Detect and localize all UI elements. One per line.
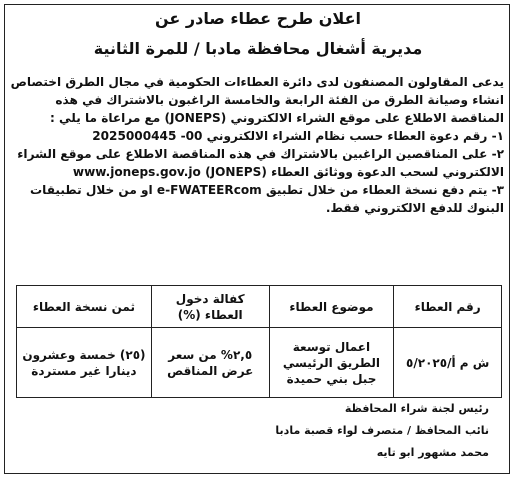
intro-paragraph: يدعى المقاولون المصنفون لدى دائرة العطاءات الحكومية في مجال الطرق اختصاص انشاء وصيانة الطرق من الفئة الرابعة والخامسة الراغبون بالاشتراك في هذه المناقصة الاطلاع على موقع الشراء الالكتروني (JONEPS) مع مراعاة ما يلي : (10, 75, 504, 125)
announcement-title: اعلان طرح عطاء صادر عن (155, 9, 361, 28)
cell-copy-price: (٢٥) خمسة وعشرون دينارا غير مستردة (17, 328, 152, 398)
tender-table (16, 285, 502, 398)
item-website-instructions: ٢- على المناقصين الراغبين بالاشتراك في هذه المناقصة الاطلاع على موقع الشراء الالكتروني لسحب الدعوة ووثائق العطاء www.joneps.gov.jo (JONEPS) (17, 147, 504, 179)
table-header-row (17, 286, 502, 328)
header-tender-number: رقم العطاء (394, 286, 502, 328)
header-copy-price: ثمن نسخة العطاء (17, 286, 152, 328)
header-tender-subject: موضوع العطاء (269, 286, 394, 328)
item-tender-invitation-number: ١- رقم دعوة العطاء حسب نظام الشراء الالكتروني 00- 2025000445 (92, 129, 504, 143)
announcement-body (10, 73, 504, 217)
cell-tender-subject: اعمال توسعة الطريق الرئيسي جبل بني حميدة (269, 328, 394, 398)
table-row (17, 328, 502, 398)
item-payment-instructions: ٣- يتم دفع نسخة العطاء من خلال تطبيق e-FWATEERcom او من خلال تطبيقات البنوك للدفع الالكتروني فقط. (30, 183, 504, 215)
signature-name: محمد مشهور ابو تايه (376, 446, 489, 459)
signature-committee-head: رئيس لجنة شراء المحافظة (344, 402, 489, 415)
cell-bid-guarantee: ٢,٥% من سعر عرض المناقص (151, 328, 269, 398)
signature-deputy-governor: نائب المحافظ / متصرف لواء قصبة مادبا (275, 424, 489, 437)
cell-tender-number: ش م أ/٥/٢٠٢٥ (394, 328, 502, 398)
announcement-subtitle: مديرية أشغال محافظة مادبا / للمرة الثانية (93, 39, 423, 58)
header-bid-guarantee: كفالة دخول العطاء (%) (151, 286, 269, 328)
